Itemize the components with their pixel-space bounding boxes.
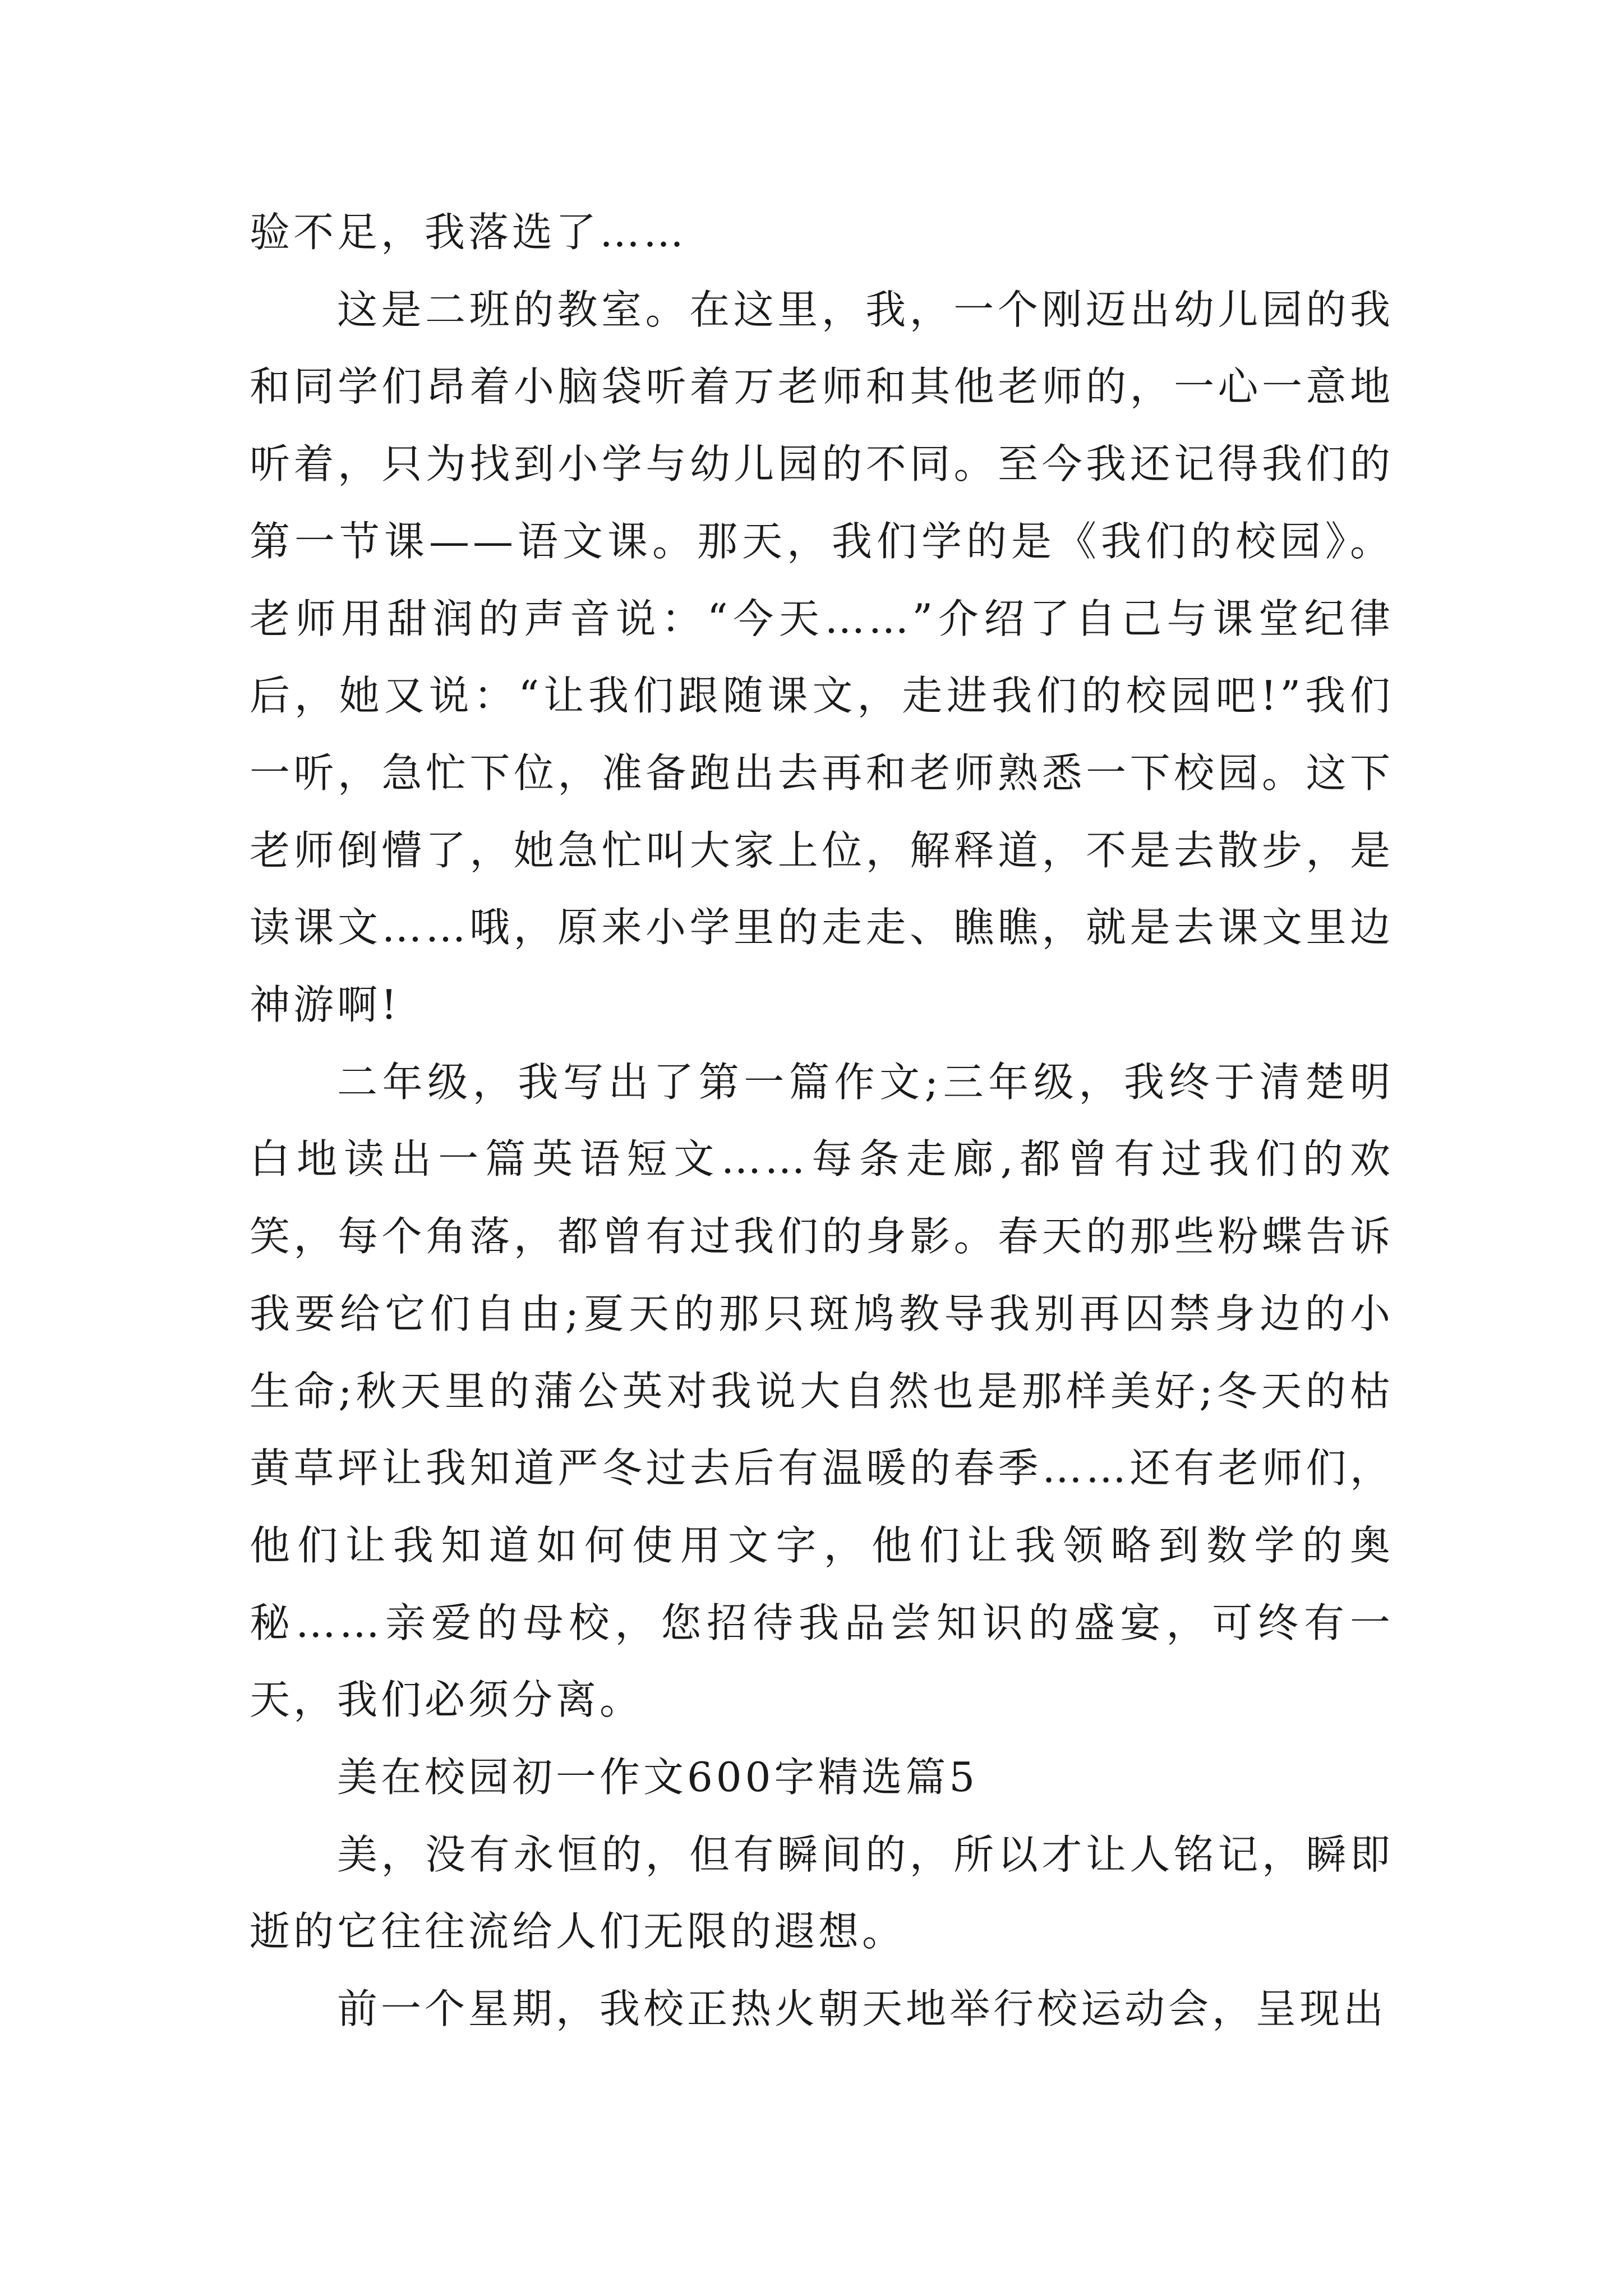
paragraph-classroom: 这是二班的教室。在这里，我，一个刚迈出幼儿园的我和同学们昂着小脑袋听着万老师和其他老师的，一心一意地听着，只为找到小学与幼儿园的不同。至今我还记得我们的第一节课——语文课。那天，我们学的是《我们的校园》。老师用甜润的声音说：“今天……”介绍了自己与课堂纪律后，她又说：“让我们跟随课文，走进我们的校园吧!”我们一听，急忙下位，准备跑出去再和老师熟悉一下校园。这下老师倒懵了，她急忙叫大家上位，解释道，不是去散步，是读课文……哦，原来小学里的走走、瞧瞧，就是去课文里边神游啊! — [250, 286, 1394, 1029]
paragraph-continuation: 验不足，我落选了…… — [250, 209, 688, 256]
paragraph-beauty: 美，没有永恒的，但有瞬间的，所以才让人铭记，瞬即逝的它往往流给人们无限的遐想。 — [250, 1830, 1394, 1955]
essay-heading: 美在校园初一作文600字精选篇5 — [337, 1754, 979, 1801]
paragraph-school-years: 二年级，我写出了第一篇作文;三年级，我终于清楚明白地读出一篇英语短文……每条走廊,都曾有过我们的欢笑，每个角落，都曾有过我们的身影。春天的那些粉蝶告诉我要给它们自由;夏天的那只斑鸠教导我别再囚禁身边的小生命;秋天里的蒲公英对我说大自然也是那样美好;冬天的枯黄草坪让我知道严冬过去后有温暖的春季……还有老师们，他们让我知道如何使用文字，他们让我领略到数学的奥秘……亲爱的母校，您招待我品尝知识的盛宴，可终有一天，我们必须分离。 — [250, 1058, 1394, 1724]
document-body — [250, 194, 1394, 2048]
paragraph-sports-meet: 前一个星期，我校正热火朝天地举行校运动会，呈现出 — [337, 1985, 1387, 2033]
